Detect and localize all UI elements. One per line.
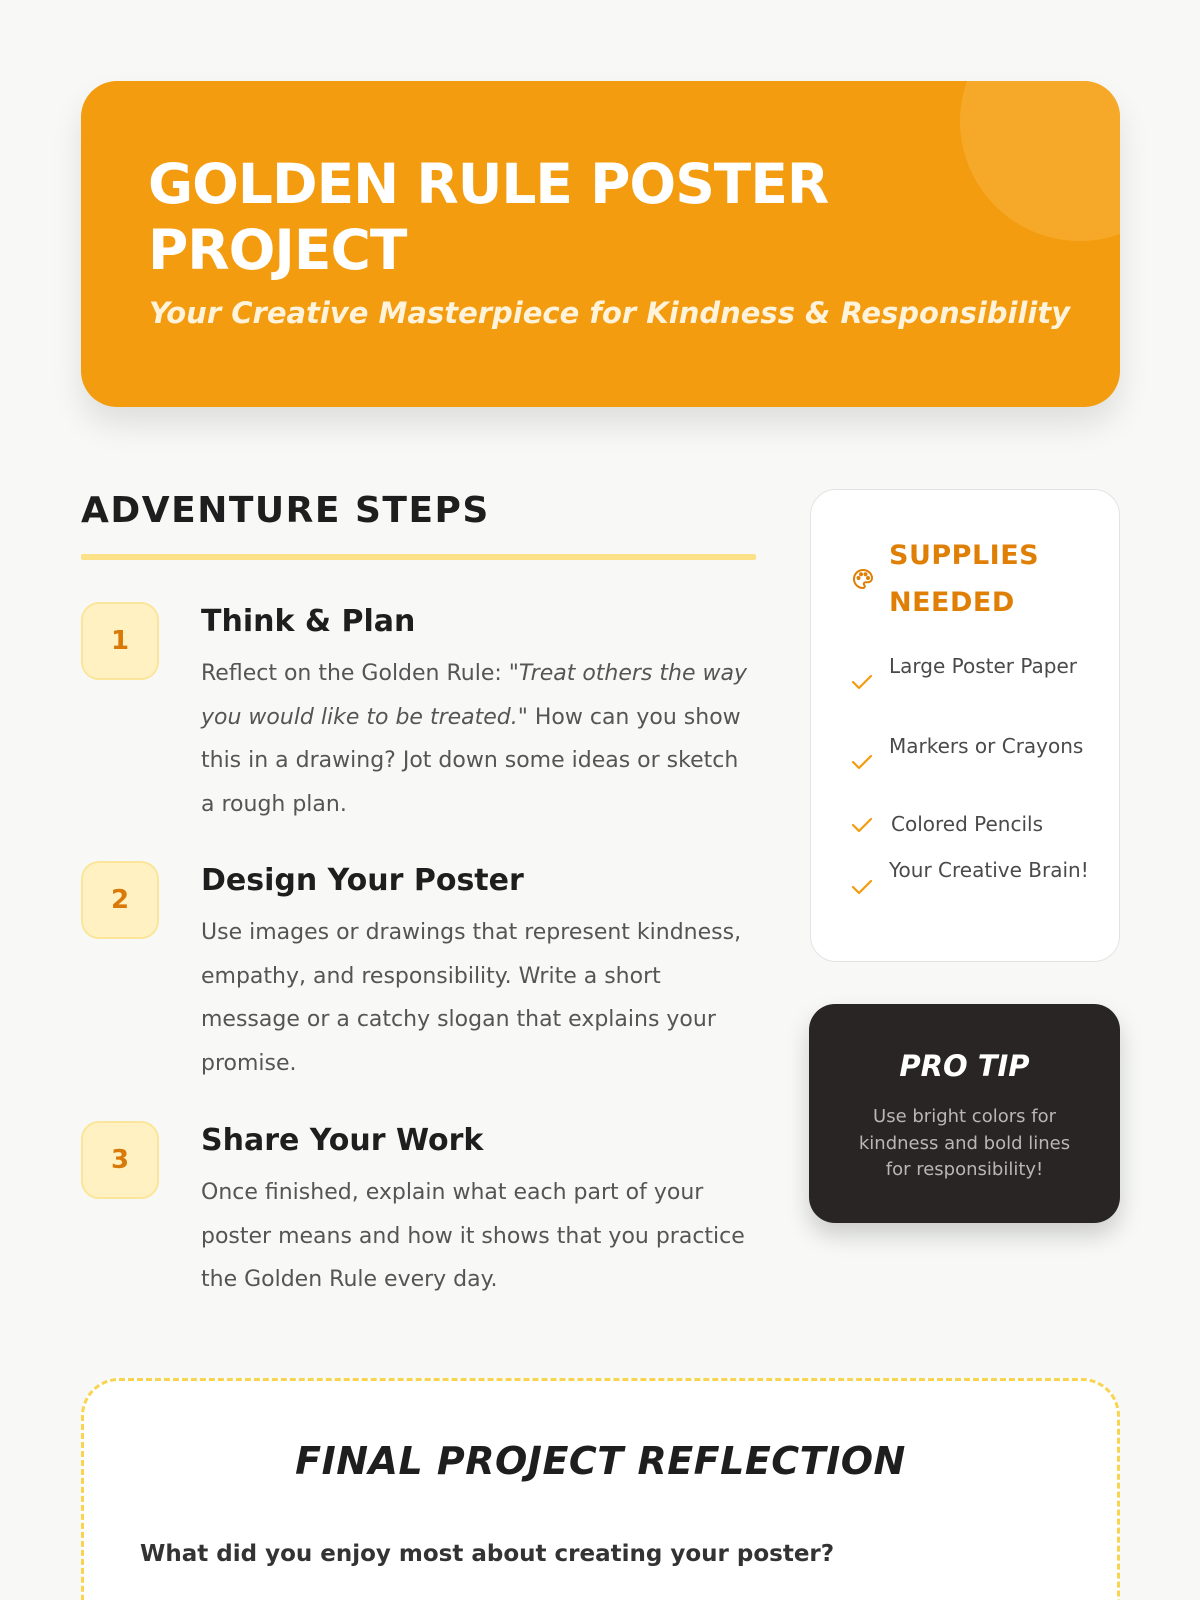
pro-tip-card (809, 1004, 1120, 1223)
step-title: Think & Plan (201, 604, 416, 639)
pro-tip-text: Use bright colors for kindness and bold lines for responsibility! (858, 1106, 1071, 1180)
step-number-badge: 1 (81, 602, 159, 680)
supply-label: Markers or Crayons (889, 734, 1084, 758)
golden-rule-quote: "Treat others the way you would like to be treated." (201, 661, 747, 730)
step-item-2 (81, 861, 761, 1081)
step-number-badge: 3 (81, 1121, 159, 1199)
step-description: Use images or drawings that represent kindness, empathy, and responsibility. Write a short message or a catchy slogan that explains your promise. (201, 920, 742, 1076)
step-item-1 (81, 602, 761, 822)
step-description: Once finished, explain what each part of your poster means and how it shows that you practice the Golden Rule every day. (201, 1180, 745, 1292)
supply-label: Colored Pencils (891, 812, 1043, 836)
hero-banner (81, 81, 1120, 407)
page-subtitle: Your Creative Masterpiece for Kindness & Responsibility (149, 296, 1071, 330)
supply-label: Your Creative Brain! (889, 858, 1089, 882)
supplies-card (810, 489, 1120, 962)
step-title: Design Your Poster (201, 863, 524, 898)
reflection-title: FINAL PROJECT REFLECTION (295, 1439, 906, 1483)
step-description-intro: Reflect on the Golden Rule: (201, 661, 509, 686)
check-icon (851, 754, 873, 770)
step-number-badge: 2 (81, 861, 159, 939)
check-icon (851, 674, 873, 690)
pro-tip-title: PRO TIP (899, 1049, 1030, 1083)
supplies-title: SUPPLIES NEEDED (889, 540, 1040, 618)
check-icon (851, 817, 873, 833)
step-description-rest: How can you show this in a drawing? Jot down some ideas or sketch a rough plan. (201, 704, 741, 817)
reflection-question: What did you enjoy most about creating your poster? (140, 1541, 835, 1567)
steps-heading: ADVENTURE STEPS (81, 490, 490, 531)
supply-label: Large Poster Paper (889, 654, 1077, 678)
steps-heading-underline (81, 554, 756, 560)
reflection-section (81, 1378, 1120, 1600)
step-title: Share Your Work (201, 1123, 484, 1158)
palette-icon (851, 567, 875, 591)
step-description (201, 652, 756, 826)
step-item-3 (81, 1121, 761, 1301)
check-icon (851, 879, 873, 895)
page-title: GOLDEN RULE POSTER PROJECT (148, 152, 829, 282)
